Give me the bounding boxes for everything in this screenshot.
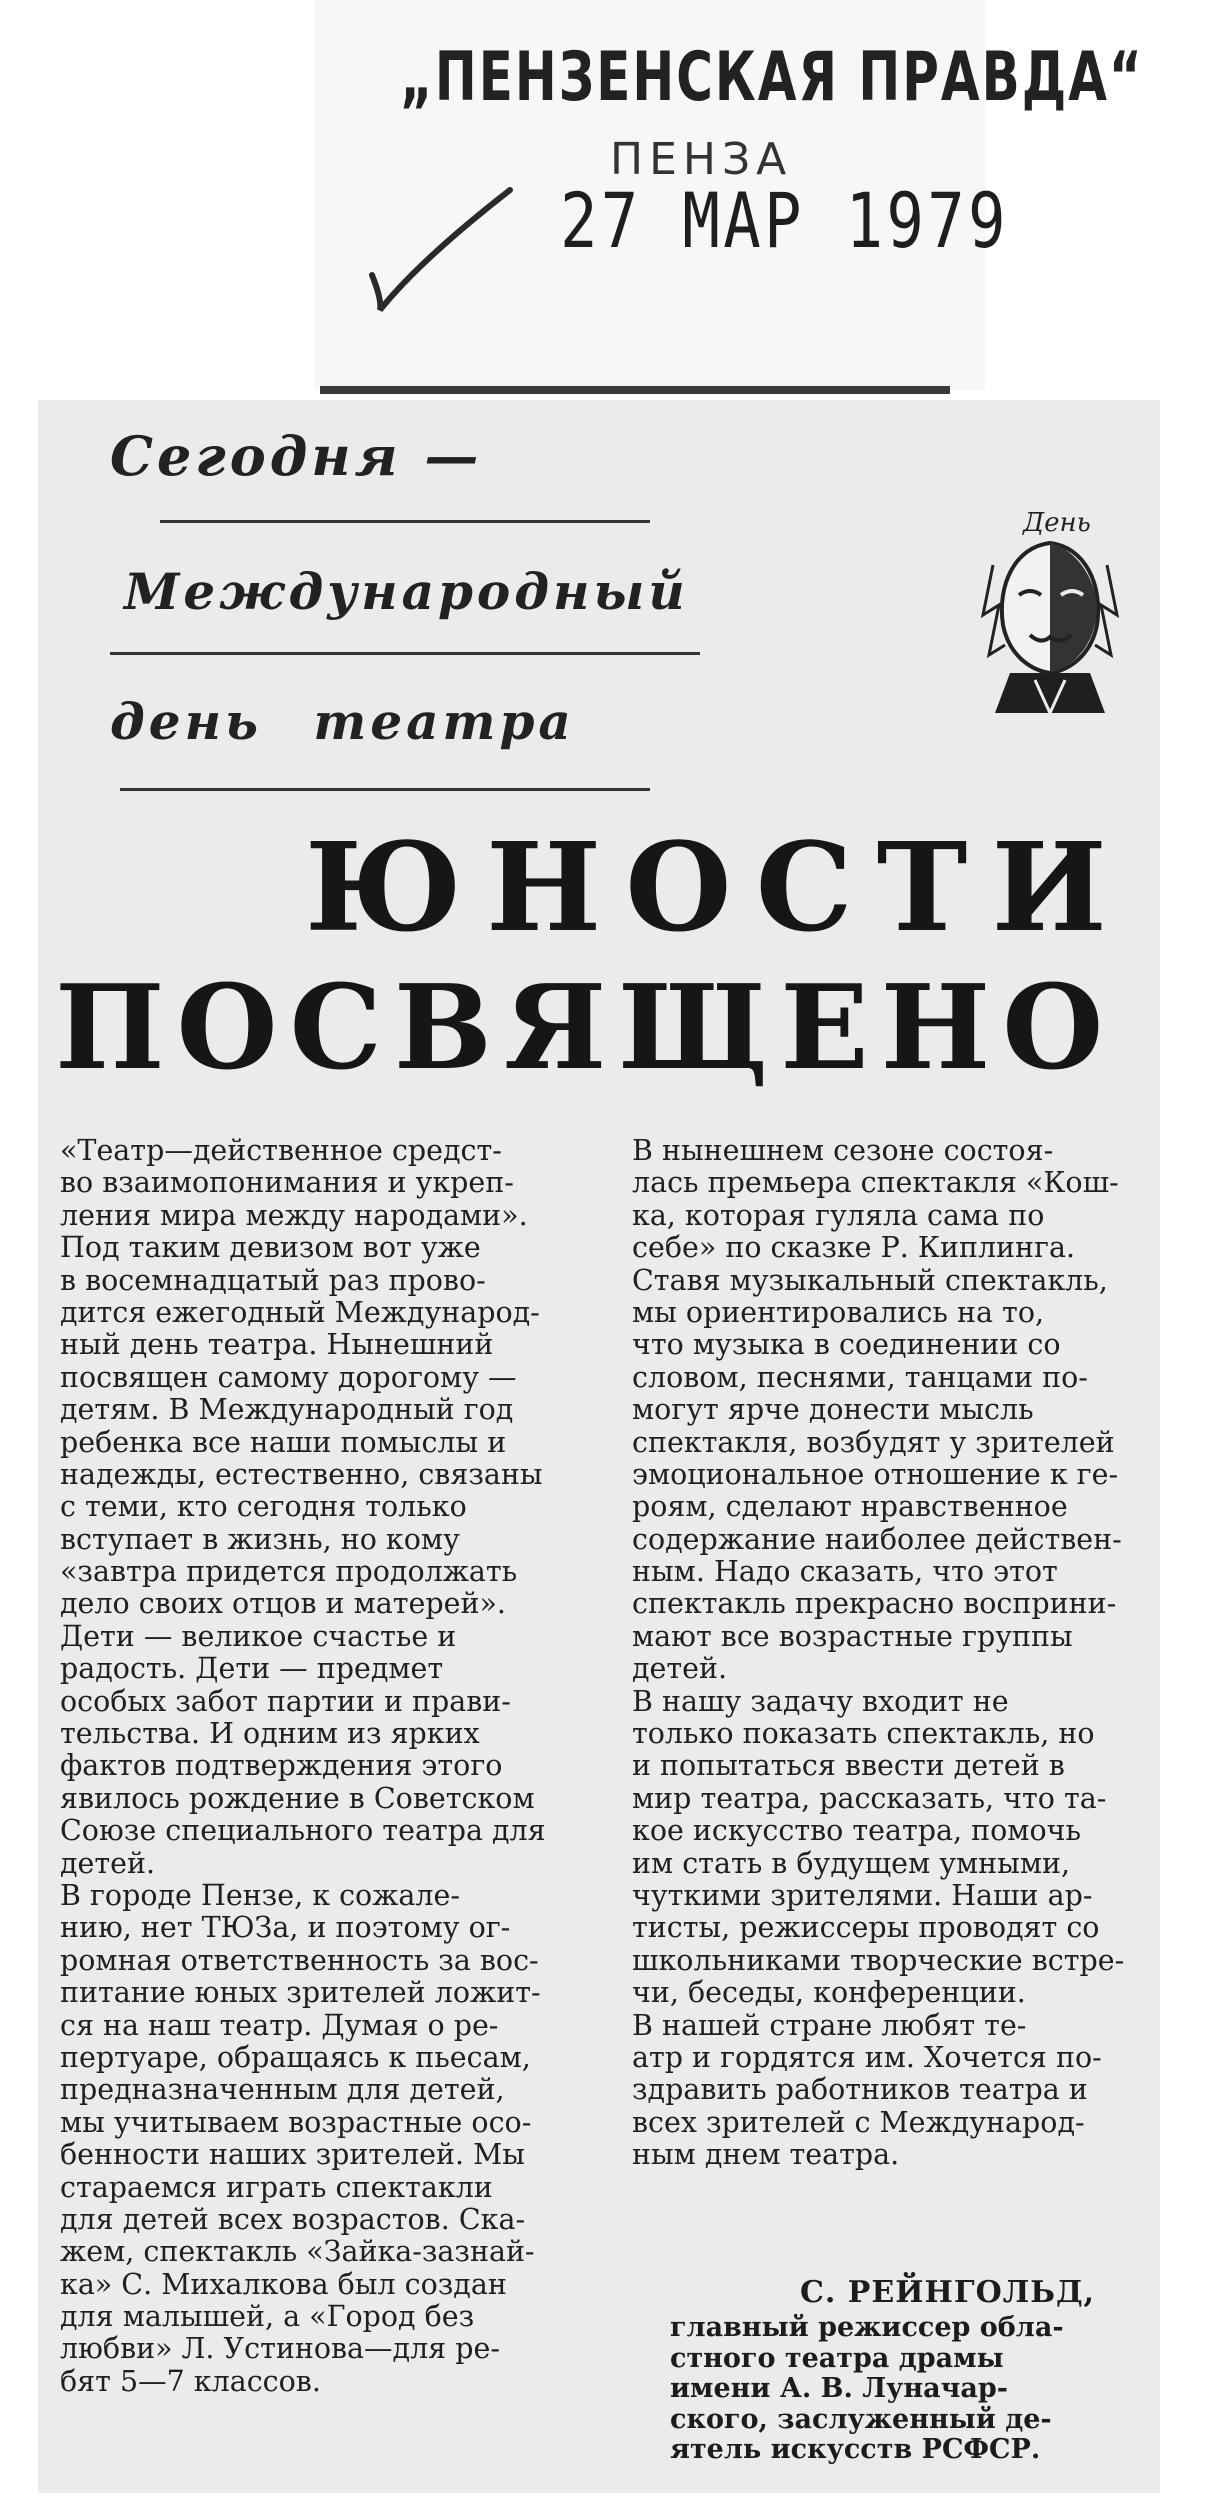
article-line: эмоциональное отношение к ге- bbox=[632, 1457, 1119, 1491]
article-line: школьниками творческие встре- bbox=[632, 1943, 1125, 1977]
article-line: посвящен самому дорогому — bbox=[60, 1360, 517, 1394]
article-line: В нынешнем сезоне состоя- bbox=[632, 1134, 1054, 1167]
headline-line-1: ЮНОСТИ bbox=[305, 815, 1131, 959]
article-line: мир театра, рассказать, что та- bbox=[632, 1781, 1107, 1815]
stamp-divider bbox=[320, 386, 950, 394]
article-line: «Театр—действенное средст- bbox=[60, 1134, 502, 1167]
article-line: Союзе специального театра для bbox=[60, 1814, 546, 1848]
rubric-line-2: Международный bbox=[124, 562, 689, 621]
article-left-column bbox=[60, 1135, 620, 2398]
article-line: главный режиссер обла- bbox=[670, 2312, 1064, 2343]
article-line: жем, спектакль «Зайка-зазнай- bbox=[60, 2235, 535, 2269]
article-line: Ставя музыкальный спектакль, bbox=[632, 1263, 1108, 1297]
article-line: чуткими зрителями. Наши ар- bbox=[632, 1878, 1093, 1912]
article-line: что музыка в соединении со bbox=[632, 1328, 1061, 1362]
article-line: В нашей стране любят те- bbox=[632, 2008, 1027, 2042]
article-line: стараемся играть спектакли bbox=[60, 2170, 493, 2204]
article-line: для детей всех возрастов. Ска- bbox=[60, 2202, 526, 2236]
article-line: В нашу задачу входит не bbox=[632, 1684, 1009, 1718]
stamp-newspaper-name: „ПЕНЗЕНСКАЯ ПРАВДА“ bbox=[400, 38, 1144, 117]
article-line: во взаимопонимания и укреп- bbox=[60, 1166, 514, 1200]
article-line: явилось рождение в Советском bbox=[60, 1781, 535, 1815]
article-line: ка» С. Михалкова был создан bbox=[60, 2267, 507, 2301]
article-line: содержание наиболее действен- bbox=[632, 1522, 1122, 1556]
article-line: ным. Надо сказать, что этот bbox=[632, 1555, 1058, 1589]
checkmark-icon bbox=[360, 180, 540, 320]
article-line: кое искусство театра, помочь bbox=[632, 1814, 1081, 1848]
rubric-line-1: Сегодня — bbox=[110, 424, 483, 488]
article-line: тельства. И одним из ярких bbox=[60, 1717, 480, 1751]
article-line: пертуаре, обращаясь к пьесам, bbox=[60, 2040, 531, 2074]
article-line: особых забот партии и прави- bbox=[60, 1684, 511, 1718]
article-line: имени А. В. Луначар- bbox=[670, 2373, 1009, 2404]
article-line: и попытаться ввести детей в bbox=[632, 1749, 1065, 1783]
article-line: ского, заслуженный де- bbox=[670, 2403, 1052, 2435]
stamp-city: ПЕНЗА bbox=[610, 134, 793, 185]
article-line: дится ежегодный Международ- bbox=[60, 1295, 540, 1329]
article-line: стного театра драмы bbox=[670, 2342, 1004, 2374]
article-line: спектакля, возбудят у зрителей bbox=[632, 1425, 1115, 1459]
stamp-date: 27 МАР 1979 bbox=[560, 176, 1009, 265]
article-line: дело своих отцов и матерей». bbox=[60, 1587, 506, 1621]
article-line: детей. bbox=[632, 1652, 728, 1686]
article-line: лась премьера спектакля «Кош- bbox=[632, 1166, 1119, 1200]
article-line: мы учитываем возрастные осо- bbox=[60, 2105, 532, 2139]
article-line: детям. В Международный год bbox=[60, 1393, 514, 1427]
author-name: С. РЕЙНГОЛЬД, bbox=[800, 2275, 1096, 2310]
article-line: для малышей, а «Город без bbox=[60, 2300, 475, 2334]
article-line: ромная ответственность за вос- bbox=[60, 1943, 539, 1977]
logo-caption: День bbox=[1023, 508, 1091, 538]
rubric-rule bbox=[120, 788, 650, 791]
article-right-column bbox=[632, 1135, 1162, 2172]
article-line: питание юных зрителей ложит- bbox=[60, 1976, 541, 2010]
article-line: ный день театра. Нынешний bbox=[60, 1328, 494, 1362]
article-line: словом, песнями, танцами по- bbox=[632, 1360, 1088, 1394]
article-line: фактов подтверждения этого bbox=[60, 1749, 503, 1783]
article-line: только показать спектакль, но bbox=[632, 1717, 1095, 1751]
article-line: «завтра придется продолжать bbox=[60, 1555, 518, 1589]
article-line: нию, нет ТЮЗа, и поэтому ог- bbox=[60, 1911, 511, 1945]
article-line: им стать в будущем умными, bbox=[632, 1846, 1071, 1880]
rubric-rule bbox=[110, 652, 700, 655]
rubric-line-3: день театра bbox=[110, 692, 575, 751]
article-line: атр и гордятся им. Хочется по- bbox=[632, 2040, 1102, 2074]
article-line: ятель искусств РСФСР. bbox=[670, 2434, 1041, 2465]
article-line: в восемнадцатый раз прово- bbox=[60, 1263, 486, 1297]
article-line: ребенка все наши помыслы и bbox=[60, 1425, 507, 1459]
article-line: мают все возрастные группы bbox=[632, 1619, 1073, 1653]
article-line: тисты, режиссеры проводят со bbox=[632, 1911, 1100, 1945]
rubric-rule bbox=[160, 520, 650, 523]
article-line: ным днем театра. bbox=[632, 2138, 900, 2172]
headline-line-2: ПОСВЯЩЕНО bbox=[55, 960, 1116, 1096]
article-line: ся на наш театр. Думая о ре- bbox=[60, 2008, 499, 2042]
rubric bbox=[110, 410, 750, 810]
article-line: чи, беседы, конференции. bbox=[632, 1976, 1026, 2010]
article-line: мы ориентировались на то, bbox=[632, 1295, 1045, 1329]
article-line: себе» по сказке Р. Киплинга. bbox=[632, 1231, 1076, 1265]
article-line: предназначенным для детей, bbox=[60, 2073, 505, 2107]
article-line: бенности наших зрителей. Мы bbox=[60, 2138, 525, 2172]
article-line: с теми, кто сегодня только bbox=[60, 1490, 467, 1524]
article-line: радость. Дети — предмет bbox=[60, 1652, 444, 1686]
article-line: Дети — великое счастье и bbox=[60, 1619, 457, 1653]
article-line: бят 5—7 классов. bbox=[60, 2364, 321, 2398]
article-line: всех зрителей с Международ- bbox=[632, 2105, 1085, 2139]
article-line: ка, которая гуляла сама по bbox=[632, 1198, 1045, 1232]
signature-block bbox=[670, 2275, 1150, 2466]
article-line: вступает в жизнь, но кому bbox=[60, 1522, 460, 1556]
article-line: надежды, естественно, связаны bbox=[60, 1457, 543, 1491]
author-title bbox=[670, 2313, 1150, 2466]
article-line: Под таким девизом вот уже bbox=[60, 1231, 481, 1265]
article-line: любви» Л. Устинова—для ре- bbox=[60, 2332, 500, 2366]
article-line: спектакль прекрасно восприни- bbox=[632, 1587, 1117, 1621]
article-line: могут ярче донести мысль bbox=[632, 1393, 1034, 1427]
theatre-mask-logo bbox=[975, 495, 1125, 715]
article-line: В городе Пензе, к сожале- bbox=[60, 1878, 461, 1912]
article-line: здравить работников театра и bbox=[632, 2073, 1088, 2107]
article-line: ления мира между народами». bbox=[60, 1198, 528, 1232]
article-line: детей. bbox=[60, 1846, 156, 1880]
article-line: роям, сделают нравственное bbox=[632, 1490, 1068, 1524]
